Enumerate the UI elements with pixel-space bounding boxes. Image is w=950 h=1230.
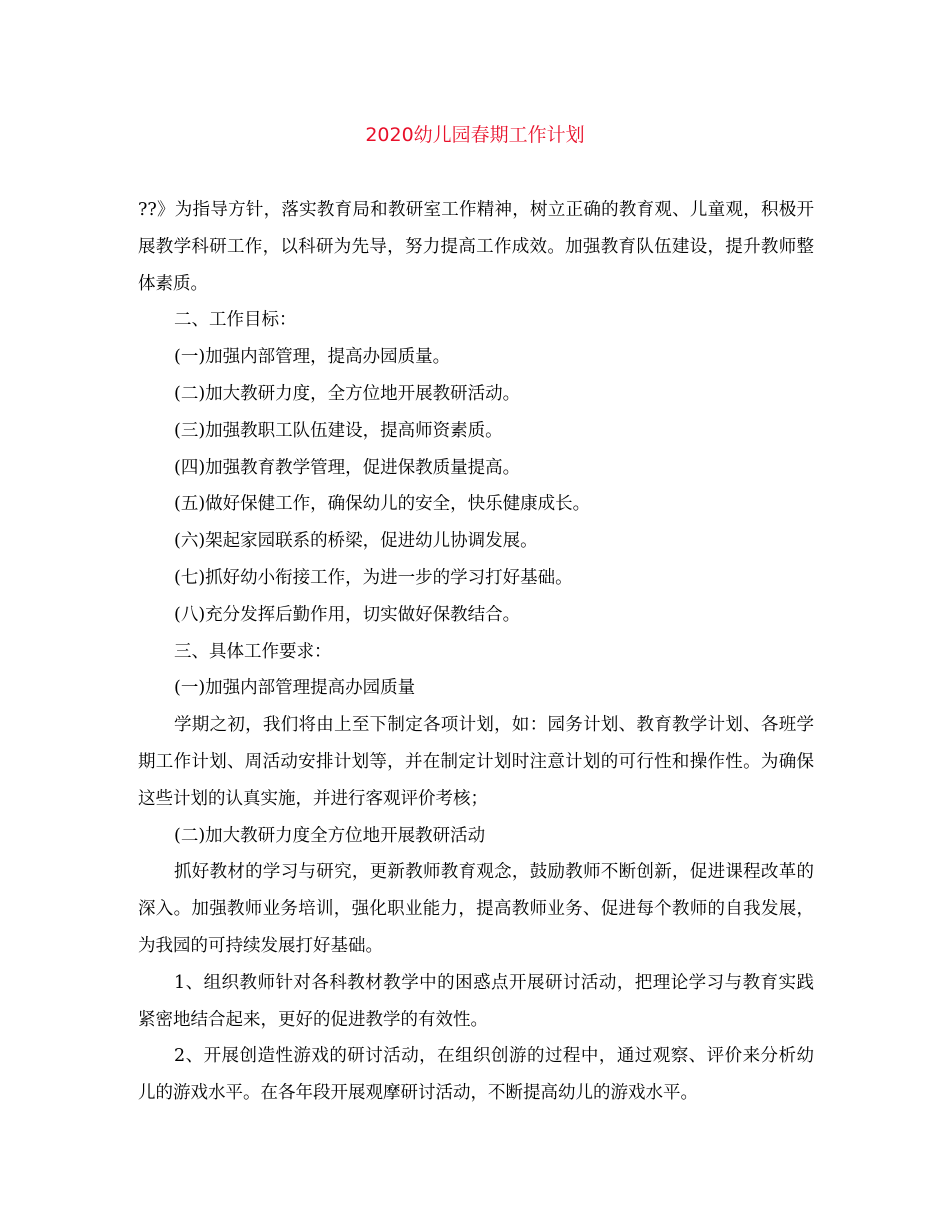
subheading-internal-management: (一)加强内部管理提高办园质量 <box>174 678 416 699</box>
document-title: 2020幼儿园春期工作计划 <box>365 124 585 146</box>
goal-item-2: (二)加大教研力度，全方位地开展教研活动。 <box>174 383 521 404</box>
goal-item-4: (四)加强教育教学管理，促进保教质量提高。 <box>174 457 521 478</box>
paragraph-intro: ??》为指导方针，落实教育局和教研室工作精神，树立正确的教育观、儿童观，积极开展教学科研工作，以科研为先导，努力提高工作成效。加强教育队伍建设，提升教师整体素质。 <box>138 200 814 294</box>
paragraph-semester-plans: 学期之初，我们将由上至下制定各项计划，如：园务计划、教育教学计划、各班学期工作计划、周活动安排计划等，并在制定计划时注意计划的可行性和操作性。为确保这些计划的认真实施，并进行客观评价考核； <box>138 715 814 809</box>
heading-work-requirements: 三、具体工作要求： <box>174 641 332 662</box>
heading-work-goals: 二、工作目标： <box>174 310 297 331</box>
paragraph-item-2: 2、开展创造性游戏的研讨活动，在组织创游的过程中，通过观察、评价来分析幼儿的游戏水平。在各年段开展观摩研讨活动，不断提高幼儿的游戏水平。 <box>138 1046 814 1104</box>
goal-item-3: (三)加强教职工队伍建设，提高师资素质。 <box>174 420 503 441</box>
paragraph-item-1: 1、组织教师针对各科教材教学中的困惑点开展研讨活动，把理论学习与教育实践紧密地结合起来，更好的促进教学的有效性。 <box>138 972 814 1030</box>
goal-item-7: (七)抓好幼小衔接工作，为进一步的学习打好基础。 <box>174 567 573 588</box>
goal-item-1: (一)加强内部管理，提高办园质量。 <box>174 347 451 368</box>
goal-item-5: (五)做好保健工作，确保幼儿的安全，快乐健康成长。 <box>174 494 591 515</box>
goal-item-8: (八)充分发挥后勤作用，切实做好保教结合。 <box>174 604 521 625</box>
paragraph-textbook-study: 抓好教材的学习与研究，更新教师教育观念，鼓励教师不断创新，促进课程改革的深入。加强教师业务培训，强化职业能力，提高教师业务、促进每个教师的自我发展，为我园的可持续发展打好基础。 <box>138 862 814 956</box>
document-body <box>138 192 814 1112</box>
subheading-teaching-research: (二)加大教研力度全方位地开展教研活动 <box>174 825 486 846</box>
goal-item-6: (六)架起家园联系的桥梁，促进幼儿协调发展。 <box>174 531 538 552</box>
